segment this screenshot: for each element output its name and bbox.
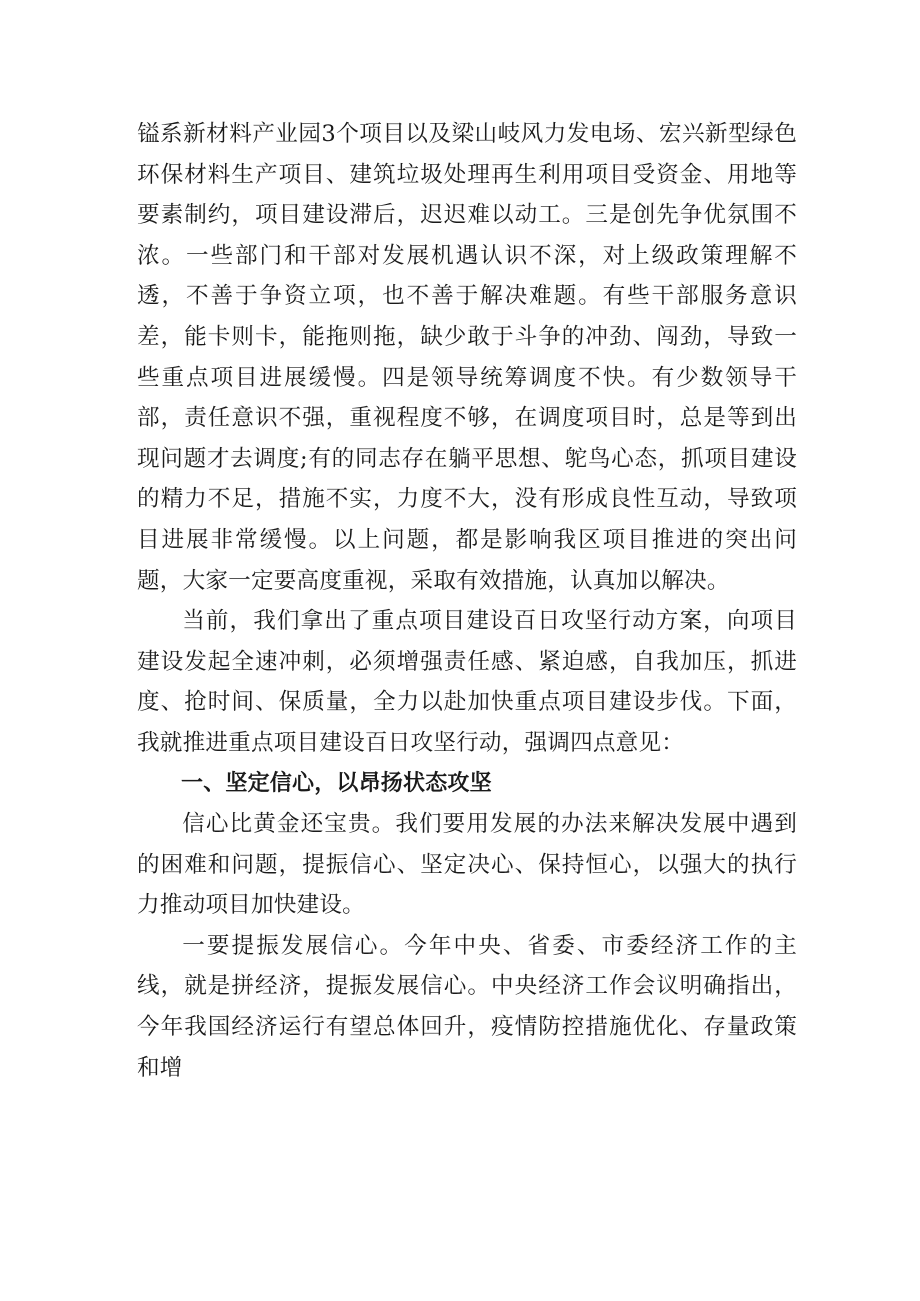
paragraph-development-confidence: 一要提振发展信心。今年中央、省委、市委经济工作的主线，就是拼经济，提振发展信心。中央经济工作会议明确指出，今年我国经济运行有望总体回升，疫情防控措施优化、存量政策和增 [137, 932, 797, 1081]
paragraph-action-plan: 当前，我们拿出了重点项目建设百日攻坚行动方案，向项目建设发起全速冲刺，必须增强责任感、紧迫感，自我加压，抓进度、抢时间、保质量，全力以赴加快重点项目建设步伐。下面，我就推进重点项目建设百日攻坚行动，强调四点意见： [137, 608, 797, 756]
paragraph-confidence: 信心比黄金还宝贵。我们要用发展的办法来解决发展中遇到的困难和问题，提振信心、坚定决心、保持恒心，以强大的执行力推动项目加快建设。 [137, 811, 797, 919]
document-body [137, 114, 797, 1088]
paragraph-problems: 镒系新材料产业园3个项目以及梁山岐风力发电场、宏兴新型绿色环保材料生产项目、建筑垃圾处理再生利用项目受资金、用地等要素制约，项目建设滞后，迟迟难以动工。三是创先争优氛围不浓。一些部门和干部对发展机遇认识不深，对上级政策理解不透，不善于争资立项，也不善于解决难题。有些干部服务意识差，能卡则卡，能拖则拖，缺少敢于斗争的冲劲、闯劲，导致一些重点项目进展缓慢。四是领导统筹调度不快。有少数领导干部，责任意识不强，重视程度不够，在调度项目时，总是等到出现问题才去调度;有的同志存在躺平思想、鸵鸟心态，抓项目建设的精力不足，措施不实，力度不大，没有形成良性互动，导致项目进展非常缓慢。以上问题，都是影响我区项目推进的突出问题，大家一定要高度重视，采取有效措施，认真加以解决。 [137, 121, 797, 594]
section-heading: 一、坚定信心，以昂扬状态攻坚 [181, 770, 492, 796]
